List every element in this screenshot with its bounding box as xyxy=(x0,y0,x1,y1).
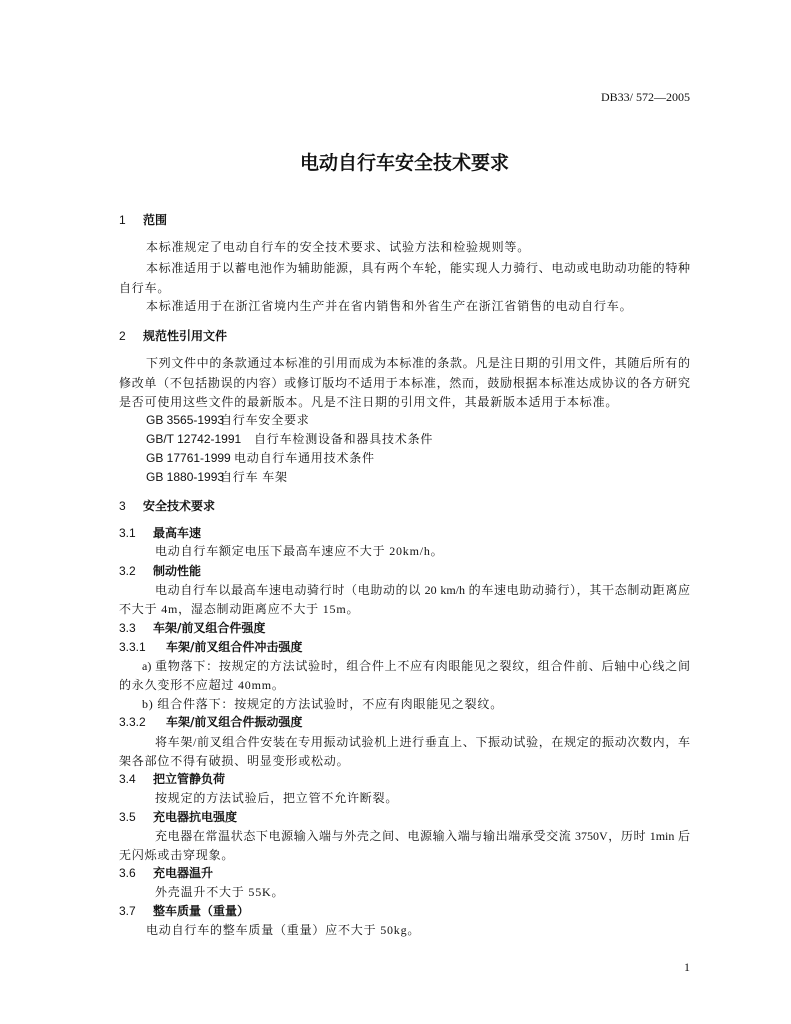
clause-number: 3.3.2 xyxy=(119,715,146,729)
paragraph-line: 无闪烁或击穿现象。 xyxy=(119,848,235,862)
reference-code: GB/T 12742-1991 xyxy=(146,432,242,446)
standard-code: DB33/ 572—2005 xyxy=(600,90,690,104)
clause-title: 整车质量（重量） xyxy=(153,904,250,918)
reference-name: 自行车检测设备和器具技术条件 xyxy=(254,432,434,446)
paragraph-line: 电动自行车的整车质量（重量）应不大于 50kg。 xyxy=(146,923,421,937)
clause-title: 充电器抗电强度 xyxy=(153,810,238,824)
paragraph-line: 架各部位不得有破损、明显变形或松动。 xyxy=(119,754,350,768)
clause-number: 3.6 xyxy=(119,866,136,880)
clause-number: 3.4 xyxy=(119,772,136,786)
clause-title: 最高车速 xyxy=(153,526,202,540)
clause-3-3-1-heading xyxy=(119,639,619,655)
paragraph-line: 按规定的方法试验后，把立管不允许断裂。 xyxy=(155,791,399,805)
section-2-heading xyxy=(119,328,619,344)
section-3-heading xyxy=(119,498,619,514)
clause-number: 3.3.1 xyxy=(119,640,146,654)
reference-name: 自行车 车架 xyxy=(220,470,288,484)
clause-3-2-heading xyxy=(119,563,619,579)
paragraph-line: 是否可使用这些文件的最新版本。凡是不注日期的引用文件，其最新版本适用于本标准。 xyxy=(119,395,619,409)
clause-number: 3.1 xyxy=(119,526,136,540)
list-item: a) 重物落下：按规定的方法试验时，组合件上不应有肉眼能见之裂纹，组合件前、后轴中心线之间 xyxy=(142,659,690,673)
clause-3-5-heading xyxy=(119,809,619,825)
clause-3-1-heading xyxy=(119,525,619,541)
reference-name: 电动自行车通用技术条件 xyxy=(234,451,375,465)
section-title: 安全技术要求 xyxy=(143,499,216,513)
paragraph-line: 本标准适用于在浙江省境内生产并在省内销售和外省生产在浙江省销售的电动自行车。 xyxy=(146,299,633,313)
reference-code: GB 17761-1999 xyxy=(146,451,231,465)
page-number: 1 xyxy=(684,960,690,974)
clause-3-3-heading xyxy=(119,620,619,636)
section-title: 规范性引用文件 xyxy=(143,329,228,343)
paragraph-line: 电动自行车额定电压下最高车速应不大于 20km/h。 xyxy=(155,544,444,558)
paragraph-line: 本标准规定了电动自行车的安全技术要求、试验方法和检验规则等。 xyxy=(146,240,531,254)
section-title: 范围 xyxy=(143,213,168,227)
paragraph-line: 的永久变形不应超过 40mm。 xyxy=(119,678,285,692)
document-title: 电动自行车安全技术要求 xyxy=(299,152,509,174)
section-number: 2 xyxy=(119,329,126,343)
paragraph-line: 将车架/前叉组合件安装在专用振动试验机上进行垂直上、下振动试验，在规定的振动次数内，车 xyxy=(155,735,690,749)
reference-name: 自行车安全要求 xyxy=(220,413,310,427)
section-number: 1 xyxy=(119,213,126,227)
paragraph-line: 电动自行车以最高车速电动骑行时（电助动的以 20 km/h 的车速电助动骑行），其干态制动距离应 xyxy=(155,583,690,597)
clause-title: 车架/前叉组合件冲击强度 xyxy=(166,640,303,654)
clause-3-4-heading xyxy=(119,771,619,787)
clause-title: 充电器温升 xyxy=(153,866,214,880)
clause-3-3-2-heading xyxy=(119,714,619,730)
clause-title: 制动性能 xyxy=(153,564,202,578)
section-number: 3 xyxy=(119,499,126,513)
list-item: b) 组合件落下：按规定的方法试验时，不应有肉眼能见之裂纹。 xyxy=(142,697,503,711)
paragraph-line: 本标准适用于以蓄电池作为辅助能源，具有两个车轮，能实现人力骑行、电动或电助动功能的特种 xyxy=(146,261,690,275)
clause-3-6-heading xyxy=(119,865,619,881)
paragraph-line: 自行车。 xyxy=(119,281,171,295)
reference-code: GB 3565-1993 xyxy=(146,413,225,427)
clause-number: 3.5 xyxy=(119,810,136,824)
clause-number: 3.2 xyxy=(119,564,136,578)
paragraph-line: 下列文件中的条款通过本标准的引用而成为本标准的条款。凡是注日期的引用文件，其随后所有的 xyxy=(146,356,690,370)
section-1-heading xyxy=(119,212,619,228)
reference-code: GB 1880-1993 xyxy=(146,470,225,484)
paragraph-line: 充电器在常温状态下电源输入端与外壳之间、电源输入端与输出端承受交流 3750V，历时 1min 后 xyxy=(155,829,690,843)
clause-title: 车架/前叉组合件强度 xyxy=(153,621,266,635)
paragraph-line: 不大于 4m，湿态制动距离应不大于 15m。 xyxy=(119,602,360,616)
clause-title: 车架/前叉组合件振动强度 xyxy=(166,715,303,729)
clause-3-7-heading xyxy=(119,903,619,919)
clause-title: 把立管静负荷 xyxy=(153,772,226,786)
clause-number: 3.3 xyxy=(119,621,136,635)
paragraph-line: 修改单（不包括勘误的内容）或修订版均不适用于本标准，然而，鼓励根据本标准达成协议的各方研究 xyxy=(119,376,690,390)
paragraph-line: 外壳温升不大于 55K。 xyxy=(155,885,285,899)
clause-number: 3.7 xyxy=(119,904,136,918)
